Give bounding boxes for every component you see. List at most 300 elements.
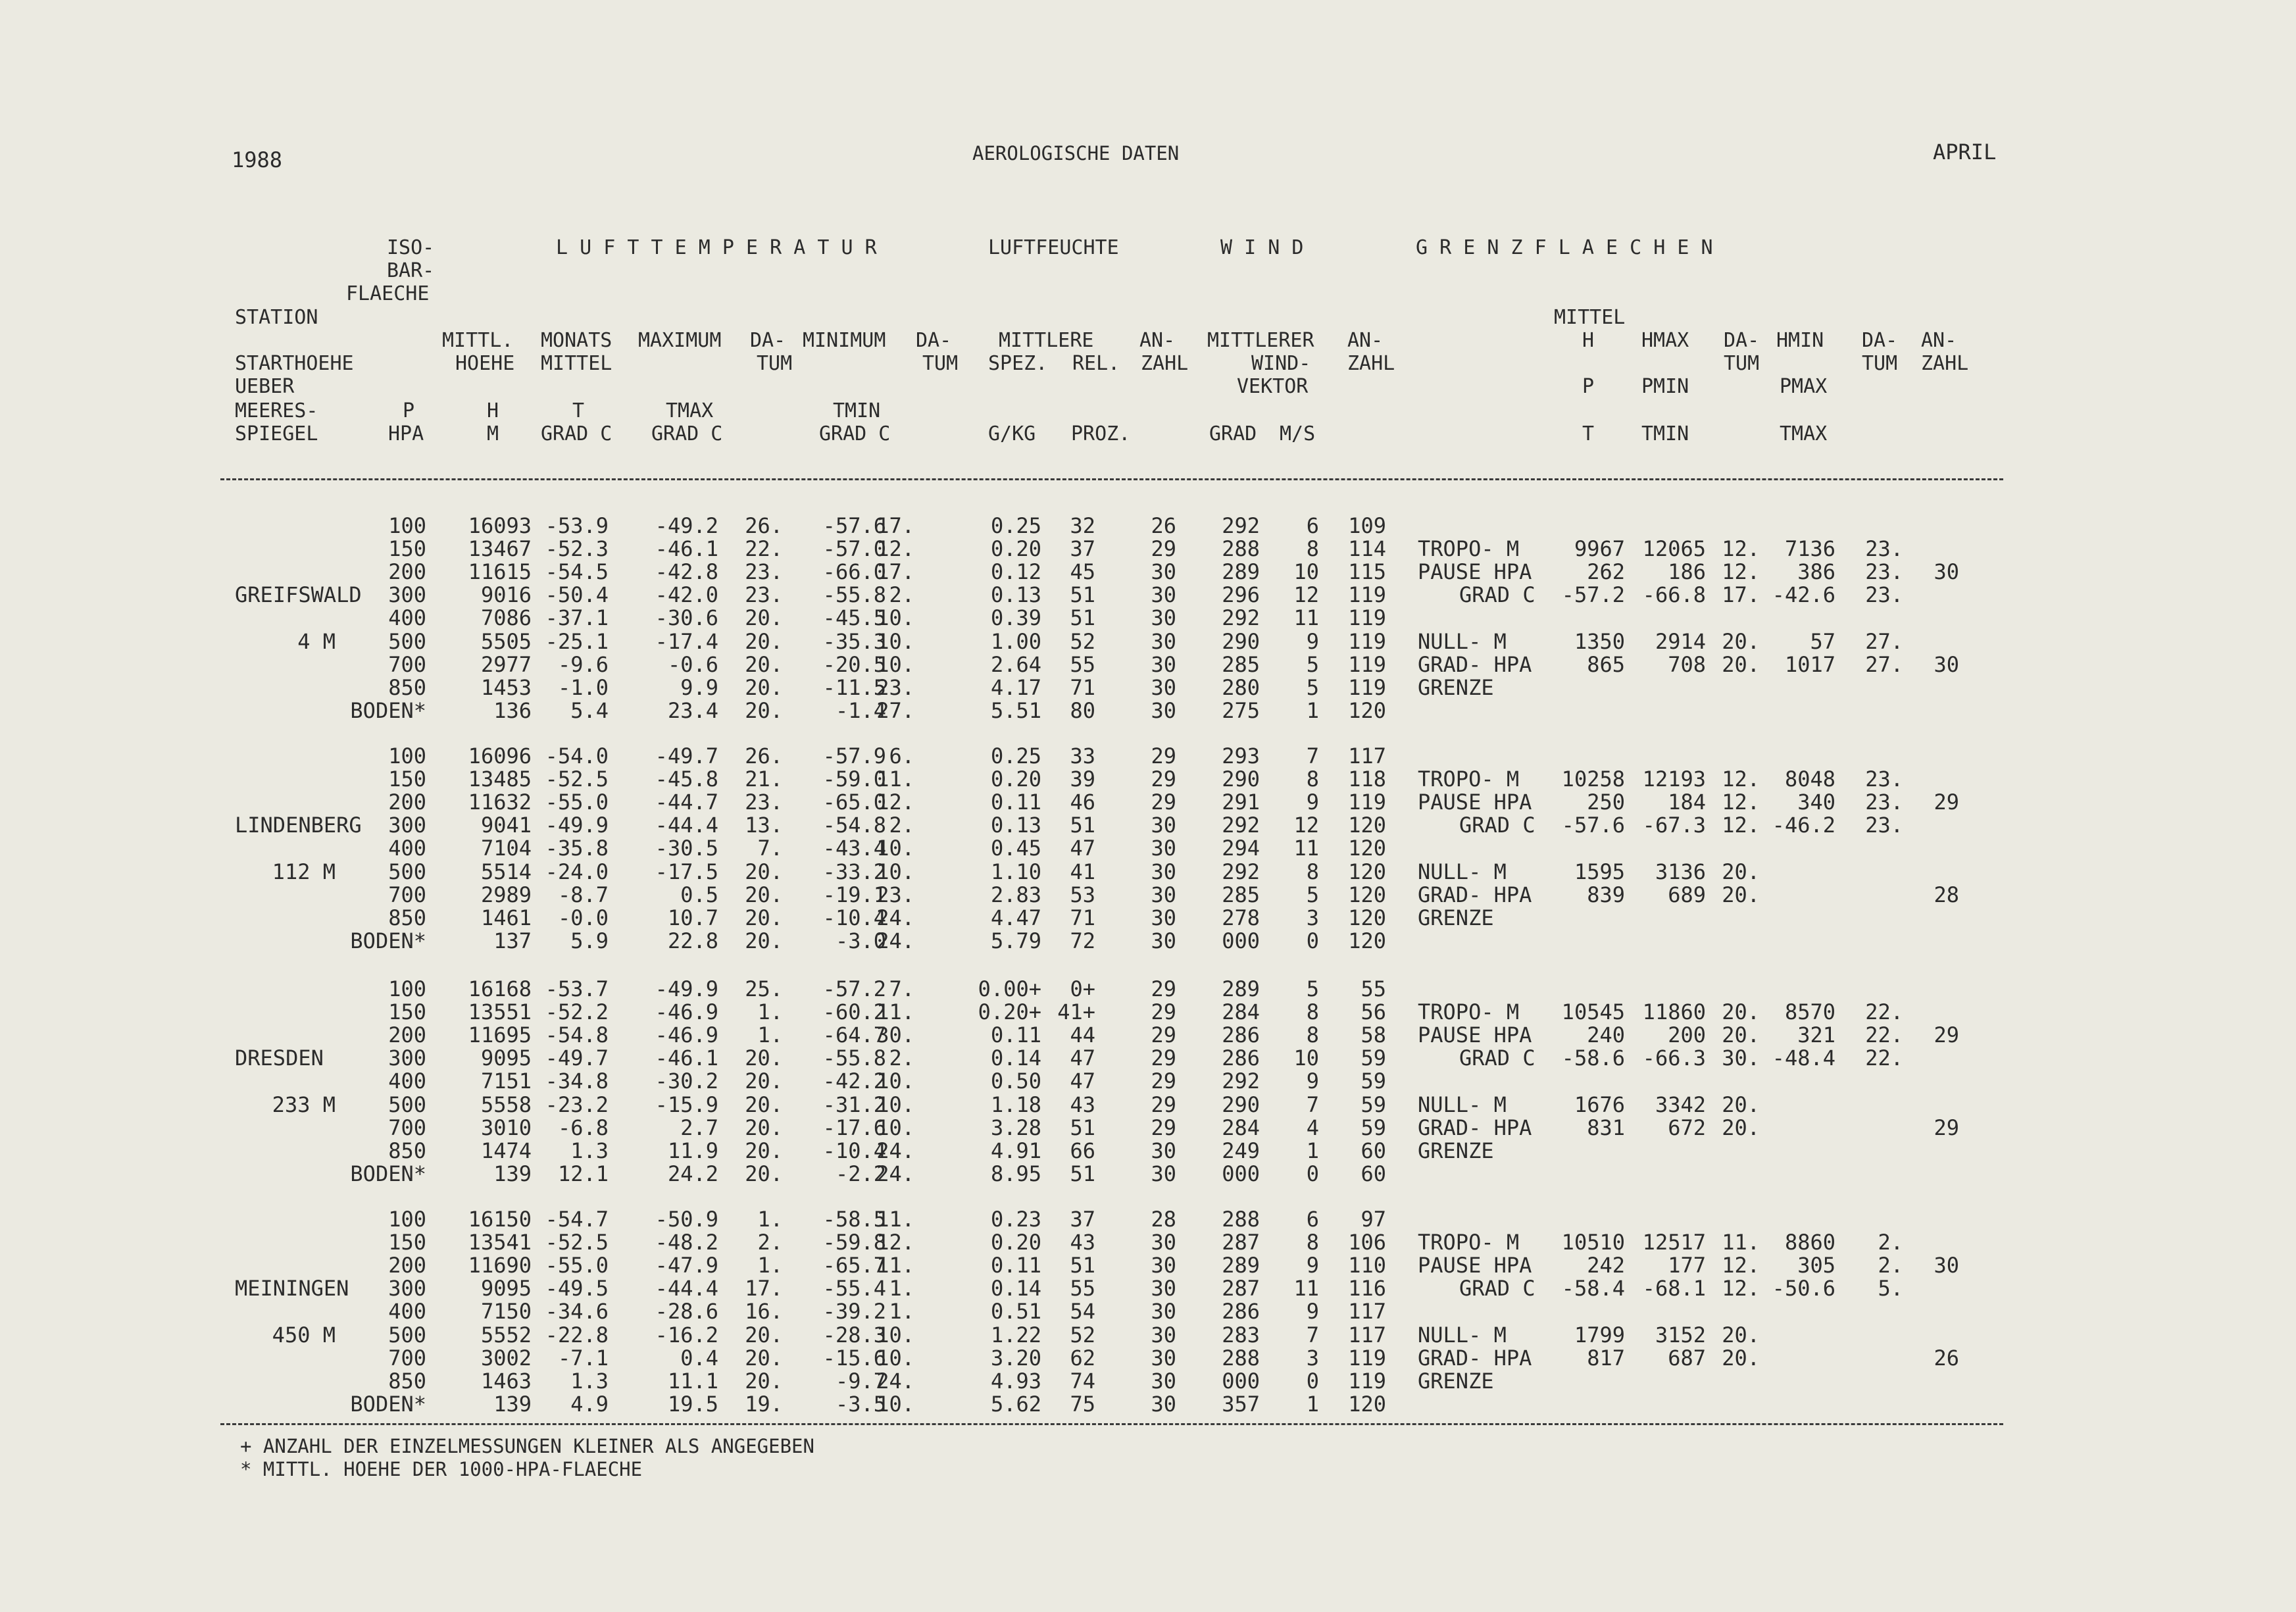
- wind-direction: 294: [1222, 836, 1260, 861]
- humidity-count: 28: [1151, 1207, 1176, 1232]
- wind-speed: 9: [1306, 629, 1319, 654]
- spec-humidity: 0.39: [990, 605, 1041, 630]
- tmax-date: 22.: [745, 536, 783, 561]
- wind-direction: 285: [1222, 882, 1260, 907]
- table-row: [0, 1024, 2296, 1047]
- spec-humidity: 2.83: [990, 882, 1041, 907]
- mean-height: 7086: [480, 605, 532, 630]
- tropo-h: 10258: [1561, 767, 1625, 792]
- station-height: 450 M: [272, 1322, 336, 1348]
- mean-height: 5505: [480, 629, 532, 654]
- tmax: 24.2: [667, 1161, 718, 1186]
- mean-height: 9095: [480, 1276, 532, 1301]
- tmax-date: 13.: [745, 813, 783, 838]
- mean-height: 7151: [480, 1069, 532, 1094]
- tropo-tmin-date: 12.: [1722, 813, 1760, 838]
- null-p: 817: [1587, 1346, 1625, 1371]
- null-h: 1799: [1574, 1322, 1625, 1348]
- tmax-date: 20.: [745, 1322, 783, 1348]
- wind-count: 117: [1348, 1322, 1386, 1348]
- mean-temp: -54.5: [545, 559, 609, 584]
- station-height: 233 M: [272, 1092, 336, 1117]
- header-g-hmin: HMIN: [1776, 329, 1824, 352]
- tropo-pmax-date: 23.: [1865, 559, 1903, 584]
- humidity-count: 30: [1151, 559, 1176, 584]
- pressure: 400: [388, 1299, 426, 1324]
- spec-humidity: 0.25: [990, 513, 1041, 538]
- wind-count: 120: [1348, 859, 1386, 884]
- tmax-date: 23.: [745, 582, 783, 607]
- tmin: -65.7: [822, 1253, 886, 1278]
- tmax-date: 1.: [757, 999, 783, 1024]
- mean-temp: 5.9: [570, 928, 609, 953]
- spec-humidity: 3.28: [990, 1115, 1041, 1140]
- tmax: -46.9: [655, 1022, 718, 1047]
- tropo-pmax-date: 2.: [1878, 1253, 1903, 1278]
- pressure: 700: [388, 882, 426, 907]
- wind-speed: 8: [1306, 536, 1319, 561]
- tmax: -15.9: [655, 1092, 718, 1117]
- null-pmin-date: 20.: [1722, 1346, 1760, 1371]
- spec-humidity: 0.20: [990, 1230, 1041, 1255]
- null-hmax: 2914: [1655, 629, 1706, 654]
- header-iso-3: FLAECHE: [346, 282, 430, 305]
- tmin: -57.9: [822, 743, 886, 768]
- tmin-date: 10.: [876, 859, 914, 884]
- humidity-count: 30: [1151, 698, 1176, 723]
- wind-count: 117: [1348, 743, 1386, 768]
- tmin-date: 11.: [876, 1207, 914, 1232]
- header-starthoehe-2: UEBER: [235, 375, 295, 398]
- tmin-date: 10.: [876, 1092, 914, 1117]
- mean-temp: -35.8: [545, 836, 609, 861]
- table-row: [0, 907, 2296, 930]
- tmin-date: 10.: [876, 1392, 914, 1417]
- humidity-count: 29: [1151, 1022, 1176, 1047]
- null-count: 26: [1934, 1346, 1959, 1371]
- header-datum1-1: DA-: [750, 329, 786, 352]
- header-minimum: MINIMUM: [803, 329, 886, 352]
- station-height: 4 M: [297, 629, 336, 654]
- tmax-date: 20.: [745, 1369, 783, 1394]
- header-wind-2: WIND-: [1251, 352, 1311, 375]
- tmin: -9.7: [835, 1369, 886, 1394]
- station-name: GREIFSWALD: [235, 582, 362, 607]
- header-g-p: P: [1582, 375, 1595, 398]
- tmax: -46.9: [655, 999, 718, 1024]
- wind-direction: 292: [1222, 1069, 1260, 1094]
- tmin-date: 10.: [876, 652, 914, 677]
- header-g-datum1-2: TUM: [1724, 352, 1760, 375]
- table-row: [0, 1300, 2296, 1323]
- null-hmax-date: 20.: [1722, 1092, 1760, 1117]
- tropo-label-1: TROPO- M: [1418, 536, 1520, 561]
- wind-direction: 290: [1222, 1092, 1260, 1117]
- station-height: 112 M: [272, 859, 336, 884]
- pressure: 500: [388, 1092, 426, 1117]
- null-label-3: GRENZE: [1418, 905, 1494, 930]
- wind-speed: 1: [1306, 1138, 1319, 1163]
- mean-temp: -53.9: [545, 513, 609, 538]
- header-g-tmin: TMIN: [1641, 422, 1689, 445]
- wind-speed: 10: [1293, 559, 1319, 584]
- header-mittl-m: M: [487, 422, 499, 445]
- tropo-label-2: PAUSE HPA: [1418, 1253, 1532, 1278]
- tmin: -59.0: [822, 767, 886, 792]
- wind-speed: 8: [1306, 859, 1319, 884]
- mean-temp: 5.4: [570, 698, 609, 723]
- mean-temp: -23.2: [545, 1092, 609, 1117]
- mean-temp: -37.1: [545, 605, 609, 630]
- tmax-date: 26.: [745, 743, 783, 768]
- tmax-date: 20.: [745, 882, 783, 907]
- tropo-pmax: 305: [1797, 1253, 1835, 1278]
- wind-direction: 285: [1222, 652, 1260, 677]
- tmin: -55.8: [822, 1045, 886, 1070]
- rel-humidity: 0+: [1070, 976, 1095, 1001]
- pressure: 400: [388, 1069, 426, 1094]
- tmax: 9.9: [680, 675, 718, 700]
- tropo-hmax: 11860: [1642, 999, 1706, 1024]
- rel-humidity: 55: [1070, 1276, 1095, 1301]
- table-row: [0, 699, 2296, 722]
- mean-height: 13541: [468, 1230, 532, 1255]
- mean-temp: -52.2: [545, 999, 609, 1024]
- wind-speed: 0: [1306, 1369, 1319, 1394]
- tmax: 0.5: [680, 882, 718, 907]
- wind-speed: 3: [1306, 1346, 1319, 1371]
- wind-speed: 0: [1306, 928, 1319, 953]
- table-row: [0, 745, 2296, 768]
- tropo-p: 250: [1587, 790, 1625, 815]
- null-p: 831: [1587, 1115, 1625, 1140]
- tmin: -42.2: [822, 1069, 886, 1094]
- spec-humidity: 0.51: [990, 1299, 1041, 1324]
- humidity-count: 30: [1151, 629, 1176, 654]
- tmax: -48.2: [655, 1230, 718, 1255]
- spec-humidity: 1.10: [990, 859, 1041, 884]
- spec-humidity: 5.62: [990, 1392, 1041, 1417]
- mean-height: 136: [493, 698, 532, 723]
- wind-speed: 5: [1306, 675, 1319, 700]
- mean-height: 16150: [468, 1207, 532, 1232]
- wind-direction: 000: [1222, 1161, 1260, 1186]
- wind-speed: 5: [1306, 882, 1319, 907]
- tropo-hmin: 8860: [1784, 1230, 1835, 1255]
- tmax: 2.7: [680, 1115, 718, 1140]
- table-row: [0, 1277, 2296, 1300]
- spec-humidity: 4.93: [990, 1369, 1041, 1394]
- pressure: 700: [388, 652, 426, 677]
- null-count: 30: [1934, 652, 1959, 677]
- header-g-h: H: [1582, 329, 1595, 352]
- tropo-hmin-date: 23.: [1865, 536, 1903, 561]
- footer-divider: [220, 1423, 2003, 1425]
- spec-humidity: 0.13: [990, 813, 1041, 838]
- header-tmin: TMIN: [833, 399, 881, 422]
- rel-humidity: 75: [1070, 1392, 1095, 1417]
- mean-temp: -54.7: [545, 1207, 609, 1232]
- tmax: -47.9: [655, 1253, 718, 1278]
- mean-height: 1474: [480, 1138, 532, 1163]
- tropo-tmax-date: 23.: [1865, 582, 1903, 607]
- tropo-hmin-date: 22.: [1865, 999, 1903, 1024]
- page-year: 1988: [232, 147, 283, 172]
- tmax-date: 20.: [745, 1092, 783, 1117]
- tropo-tmax-date: 23.: [1865, 813, 1903, 838]
- tropo-tmax: -50.6: [1772, 1276, 1835, 1301]
- wind-count: 55: [1360, 976, 1386, 1001]
- tropo-t: -58.6: [1561, 1045, 1625, 1070]
- pressure: 300: [388, 1276, 426, 1301]
- mean-height: 5514: [480, 859, 532, 884]
- mean-temp: -54.0: [545, 743, 609, 768]
- tmin: -43.4: [822, 836, 886, 861]
- humidity-count: 29: [1151, 1045, 1176, 1070]
- rel-humidity: 47: [1070, 836, 1095, 861]
- rel-humidity: 51: [1070, 605, 1095, 630]
- spec-humidity: 0.14: [990, 1045, 1041, 1070]
- mean-height: 11690: [468, 1253, 532, 1278]
- tropo-t: -57.2: [1561, 582, 1625, 607]
- header-g-mittel: MITTEL: [1554, 306, 1626, 329]
- mean-temp: -8.7: [557, 882, 609, 907]
- header-rel: REL.: [1072, 352, 1120, 375]
- tropo-hmax-date: 20.: [1722, 999, 1760, 1024]
- null-pmin: 687: [1668, 1346, 1706, 1371]
- humidity-count: 30: [1151, 1253, 1176, 1278]
- table-row: [0, 1324, 2296, 1347]
- wind-direction: 284: [1222, 999, 1260, 1024]
- footnote-star: * MITTL. HOEHE DER 1000-HPA-FLAECHE: [240, 1458, 643, 1480]
- header-maximum: MAXIMUM: [638, 329, 722, 352]
- tmax-date: 20.: [745, 1138, 783, 1163]
- null-hmin: 57: [1810, 629, 1835, 654]
- tmax-date: 26.: [745, 513, 783, 538]
- rel-humidity: 71: [1070, 675, 1095, 700]
- header-g-pmin: PMIN: [1641, 375, 1689, 398]
- tmax-date: 20.: [745, 652, 783, 677]
- spec-humidity: 0.00+: [978, 976, 1041, 1001]
- tropo-pmin: 200: [1668, 1022, 1706, 1047]
- footnote-plus: + ANZAHL DER EINZELMESSUNGEN KLEINER ALS ANGEGEBEN: [240, 1435, 814, 1457]
- table-row: [0, 538, 2296, 561]
- null-hmin-date: 27.: [1865, 629, 1903, 654]
- tmin-date: 24.: [876, 1369, 914, 1394]
- tmin: -3.5: [835, 1392, 886, 1417]
- tmax-date: 20.: [745, 1161, 783, 1186]
- station-name: LINDENBERG: [235, 813, 362, 838]
- tmax-date: 20.: [745, 1069, 783, 1094]
- header-g-datum2-1: DA-: [1862, 329, 1898, 352]
- tropo-hmax-date: 11.: [1722, 1230, 1760, 1255]
- wind-count: 119: [1348, 582, 1386, 607]
- rel-humidity: 32: [1070, 513, 1095, 538]
- page-title: AEROLOGISCHE DATEN: [972, 142, 1180, 164]
- header-datum2-2: TUM: [922, 352, 959, 375]
- humidity-count: 30: [1151, 905, 1176, 930]
- null-hmax-date: 20.: [1722, 859, 1760, 884]
- null-label-2: GRAD- HPA: [1418, 652, 1532, 677]
- header-anzahl1-2: ZAHL: [1141, 352, 1189, 375]
- wind-speed: 12: [1293, 813, 1319, 838]
- header-luftfeuchte: LUFTFEUCHTE: [988, 236, 1119, 259]
- tropo-h: 9967: [1574, 536, 1625, 561]
- mean-height: 13551: [468, 999, 532, 1024]
- tmax: -44.7: [655, 790, 718, 815]
- mean-height: 1453: [480, 675, 532, 700]
- mean-height: 2977: [480, 652, 532, 677]
- wind-direction: 286: [1222, 1299, 1260, 1324]
- mean-temp: 12.1: [557, 1161, 609, 1186]
- rel-humidity: 41+: [1057, 999, 1095, 1024]
- null-hmax: 3342: [1655, 1092, 1706, 1117]
- tropo-tmin: -66.8: [1642, 582, 1706, 607]
- wind-direction: 280: [1222, 675, 1260, 700]
- humidity-count: 26: [1151, 513, 1176, 538]
- tmax-date: 16.: [745, 1299, 783, 1324]
- wind-speed: 12: [1293, 582, 1319, 607]
- header-ms: M/S: [1280, 422, 1316, 445]
- wind-speed: 10: [1293, 1045, 1319, 1070]
- tropo-p: 262: [1587, 559, 1625, 584]
- pressure: BODEN*: [350, 928, 426, 953]
- tmin: -58.5: [822, 1207, 886, 1232]
- wind-speed: 4: [1306, 1115, 1319, 1140]
- spec-humidity: 5.51: [990, 698, 1041, 723]
- header-tmax: TMAX: [666, 399, 714, 422]
- header-gkg: G/KG: [988, 422, 1036, 445]
- mean-temp: -52.3: [545, 536, 609, 561]
- wind-direction: 292: [1222, 859, 1260, 884]
- header-lufttemperatur: L U F T T E M P E R A T U R: [556, 236, 877, 259]
- station-name: MEININGEN: [235, 1276, 349, 1301]
- table-row: [0, 1163, 2296, 1186]
- tropo-count: 30: [1934, 559, 1959, 584]
- wind-direction: 000: [1222, 1369, 1260, 1394]
- mean-height: 11695: [468, 1022, 532, 1047]
- header-proz: PROZ.: [1071, 422, 1131, 445]
- tropo-hmin: 8048: [1784, 767, 1835, 792]
- table-row: [0, 768, 2296, 791]
- spec-humidity: 5.79: [990, 928, 1041, 953]
- tmax: 23.4: [667, 698, 718, 723]
- humidity-count: 30: [1151, 859, 1176, 884]
- wind-count: 60: [1360, 1138, 1386, 1163]
- pressure: 150: [388, 999, 426, 1024]
- tmax: 11.1: [667, 1369, 718, 1394]
- header-monats-grad: GRAD C: [541, 422, 612, 445]
- mean-temp: -52.5: [545, 767, 609, 792]
- wind-speed: 1: [1306, 698, 1319, 723]
- tmax: 22.8: [667, 928, 718, 953]
- null-hmax-date: 20.: [1722, 1322, 1760, 1348]
- table-row: [0, 630, 2296, 653]
- tropo-pmax-date: 22.: [1865, 1022, 1903, 1047]
- spec-humidity: 0.11: [990, 790, 1041, 815]
- mean-height: 1461: [480, 905, 532, 930]
- tmax: -17.5: [655, 859, 718, 884]
- tmax-date: 25.: [745, 976, 783, 1001]
- tropo-tmin-date: 17.: [1722, 582, 1760, 607]
- wind-count: 117: [1348, 1299, 1386, 1324]
- tropo-hmax-date: 12.: [1722, 767, 1760, 792]
- tropo-label-2: PAUSE HPA: [1418, 1022, 1532, 1047]
- tmax-date: 23.: [745, 790, 783, 815]
- wind-count: 58: [1360, 1022, 1386, 1047]
- header-starthoehe-3: MEERES-: [235, 399, 318, 422]
- humidity-count: 30: [1151, 882, 1176, 907]
- humidity-count: 30: [1151, 813, 1176, 838]
- humidity-count: 29: [1151, 743, 1176, 768]
- wind-count: 119: [1348, 629, 1386, 654]
- tmin: -55.8: [822, 582, 886, 607]
- tmax: -42.8: [655, 559, 718, 584]
- humidity-count: 30: [1151, 1392, 1176, 1417]
- wind-direction: 249: [1222, 1138, 1260, 1163]
- null-pmin: 708: [1668, 652, 1706, 677]
- tropo-label-1: TROPO- M: [1418, 1230, 1520, 1255]
- tmax-date: 20.: [745, 905, 783, 930]
- tmax-date: 20.: [745, 698, 783, 723]
- mean-height: 137: [493, 928, 532, 953]
- rel-humidity: 51: [1070, 1115, 1095, 1140]
- mean-height: 3010: [480, 1115, 532, 1140]
- tropo-tmax: -46.2: [1772, 813, 1835, 838]
- table-row: [0, 561, 2296, 584]
- humidity-count: 30: [1151, 1138, 1176, 1163]
- tropo-tmin-date: 12.: [1722, 1276, 1760, 1301]
- tropo-t: -58.4: [1561, 1276, 1625, 1301]
- mean-temp: -49.9: [545, 813, 609, 838]
- header-grad: GRAD: [1209, 422, 1257, 445]
- tmax-date: 2.: [757, 1230, 783, 1255]
- wind-count: 119: [1348, 675, 1386, 700]
- mean-temp: -7.1: [557, 1346, 609, 1371]
- rel-humidity: 41: [1070, 859, 1095, 884]
- wind-count: 120: [1348, 836, 1386, 861]
- null-pmax: 1017: [1784, 652, 1835, 677]
- mean-height: 7104: [480, 836, 532, 861]
- rel-humidity: 54: [1070, 1299, 1095, 1324]
- pressure: 500: [388, 859, 426, 884]
- header-station: STATION: [235, 306, 318, 329]
- tmax: -30.6: [655, 605, 718, 630]
- header-anzahl2-2: ZAHL: [1347, 352, 1395, 375]
- tmin-date: 12.: [876, 1230, 914, 1255]
- wind-speed: 7: [1306, 1092, 1319, 1117]
- mean-height: 13485: [468, 767, 532, 792]
- tmin: -64.7: [822, 1022, 886, 1047]
- tropo-tmax-date: 22.: [1865, 1045, 1903, 1070]
- wind-count: 59: [1360, 1115, 1386, 1140]
- humidity-count: 30: [1151, 1276, 1176, 1301]
- tropo-t: -57.6: [1561, 813, 1625, 838]
- wind-direction: 288: [1222, 1207, 1260, 1232]
- mean-temp: -50.4: [545, 582, 609, 607]
- pressure: 200: [388, 559, 426, 584]
- tmin: -59.8: [822, 1230, 886, 1255]
- header-mittlerer: MITTLERER: [1207, 329, 1314, 352]
- wind-direction: 292: [1222, 513, 1260, 538]
- mean-temp: -25.1: [545, 629, 609, 654]
- tropo-pmin: 186: [1668, 559, 1706, 584]
- table-row: [0, 791, 2296, 814]
- pressure: 400: [388, 836, 426, 861]
- tmax: -16.2: [655, 1322, 718, 1348]
- table-row: [0, 1393, 2296, 1416]
- wind-direction: 288: [1222, 536, 1260, 561]
